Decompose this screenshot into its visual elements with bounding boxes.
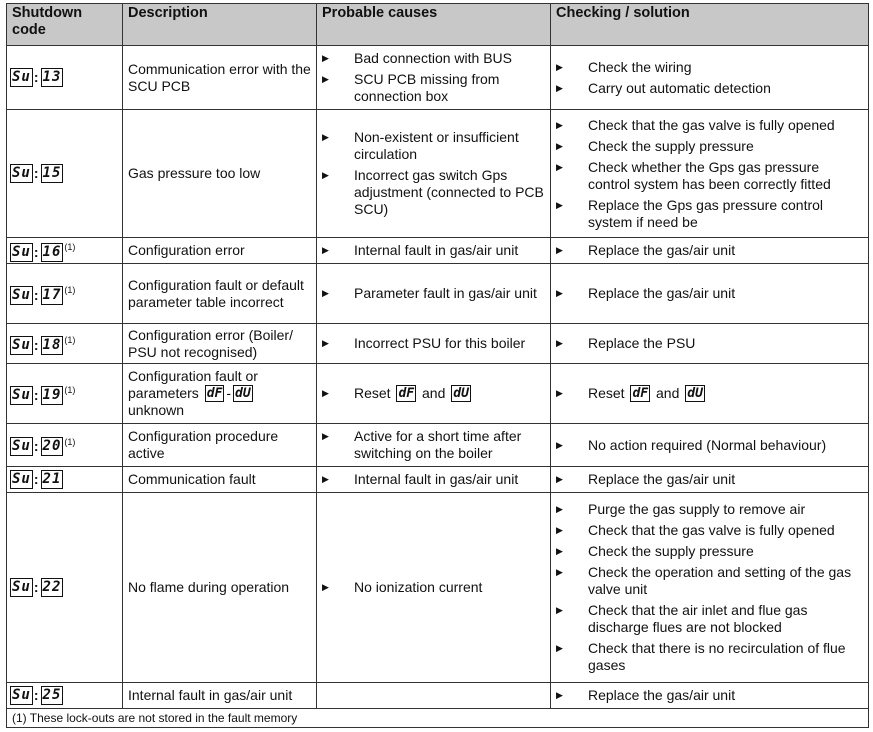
- code-prefix-display: Su: [12, 165, 31, 181]
- list-item: ▶ Internal fault in gas/air unit: [322, 242, 545, 259]
- description-text: Configuration error: [128, 242, 245, 258]
- code-digits-display: 18: [42, 336, 62, 353]
- shutdown-code-cell: [7, 683, 123, 709]
- table-row: [7, 110, 869, 238]
- reset-text: and: [422, 384, 446, 401]
- shutdown-code-cell: [7, 493, 123, 683]
- description-text: Gas pressure too low: [128, 165, 261, 181]
- probable-causes-cell: [317, 110, 551, 238]
- bullet-list: [322, 242, 545, 259]
- list-item: ▶ Replace the PSU: [556, 335, 863, 352]
- parameter-code-display: dF: [632, 386, 649, 402]
- parameter-code-display: dF: [398, 386, 415, 402]
- list-item: ▶ Purge the gas supply to remove air: [556, 501, 863, 518]
- code-separator: :: [33, 579, 39, 595]
- code-separator: :: [33, 687, 39, 703]
- list-item: ▶ Check that the gas valve is fully opened: [556, 117, 863, 134]
- description-cell: [123, 424, 317, 467]
- probable-causes-cell: [317, 46, 551, 110]
- description-cell: [123, 467, 317, 493]
- bullet-list: [556, 117, 863, 231]
- list-item: ▶ Replace the gas/air unit: [556, 687, 863, 704]
- parameter-code-display: dF: [206, 386, 223, 402]
- header-description: Description: [123, 4, 317, 46]
- checking-solution-cell: [551, 424, 869, 467]
- list-item: ▶ Check that the gas valve is fully opened: [556, 522, 863, 539]
- bullet-list: [322, 428, 545, 462]
- code-prefix-display: Su: [12, 687, 31, 703]
- code-digits-display: 16: [42, 243, 62, 260]
- table-row: [7, 683, 869, 709]
- description-text: Communication fault: [128, 471, 256, 487]
- description-text: Internal fault in gas/air unit: [128, 687, 293, 703]
- footnote-marker: (1): [64, 385, 76, 396]
- footnote-marker: (1): [64, 335, 76, 346]
- code-separator: :: [33, 243, 39, 260]
- code-digits-display: 25: [42, 687, 62, 703]
- list-item: [556, 385, 863, 403]
- probable-causes-cell: [317, 364, 551, 424]
- code-prefix-display: Su: [12, 386, 31, 403]
- description-text: Communication error with the SCU PCB: [128, 60, 311, 94]
- description-text: Configuration fault or parameters: [128, 367, 258, 401]
- checking-solution-cell: [551, 364, 869, 424]
- code-separator: :: [33, 69, 39, 85]
- bullet-list: [556, 285, 863, 302]
- list-item: ▶ Incorrect PSU for this boiler: [322, 335, 545, 352]
- bullet-list: [322, 335, 545, 352]
- code-separator: :: [33, 438, 39, 455]
- footnote-marker: (1): [64, 285, 76, 296]
- code-prefix-display: Su: [12, 336, 31, 353]
- description-text: No flame during operation: [128, 579, 290, 595]
- list-item: ▶ Bad connection with BUS: [322, 50, 545, 67]
- code-digits-display: 20: [42, 438, 62, 455]
- code-prefix-display: Su: [12, 438, 31, 455]
- probable-causes-cell: [317, 493, 551, 683]
- list-item: ▶ Check that there is no recirculation of flue gases: [556, 640, 863, 674]
- header-checking-solution: Checking / solution: [551, 4, 869, 46]
- list-item: ▶ Non-existent or insufficient circulation: [322, 129, 545, 163]
- bullet-list: [556, 437, 863, 454]
- code-separator: :: [33, 386, 39, 403]
- description-text: Configuration procedure active: [128, 428, 279, 461]
- shutdown-code-cell: [7, 424, 123, 467]
- table-row: [7, 264, 869, 324]
- list-item: ▶ Check whether the Gps gas pressure control system has been correctly fitted: [556, 159, 863, 193]
- bullet-list: [556, 59, 863, 97]
- list-item: ▶ Check the operation and setting of the gas valve unit: [556, 564, 863, 598]
- checking-solution-cell: [551, 324, 869, 364]
- description-cell: [123, 683, 317, 709]
- probable-causes-cell: [317, 264, 551, 324]
- reset-text: Reset: [354, 384, 391, 401]
- list-item: ▶ Carry out automatic detection: [556, 80, 863, 97]
- probable-causes-cell: [317, 238, 551, 264]
- code-digits-display: 19: [42, 386, 62, 403]
- code-digits-display: 13: [42, 69, 62, 85]
- bullet-list: [556, 242, 863, 259]
- footnote-marker: (1): [64, 436, 76, 447]
- table-header-row: [7, 4, 869, 46]
- reset-text: Reset: [588, 384, 625, 401]
- table-row: [7, 467, 869, 493]
- table-row: [7, 238, 869, 264]
- list-item: ▶ Replace the gas/air unit: [556, 242, 863, 259]
- checking-solution-cell: [551, 264, 869, 324]
- checking-solution-cell: [551, 683, 869, 709]
- table-row: [7, 324, 869, 364]
- dash-separator: -: [226, 384, 232, 401]
- probable-causes-cell: [317, 324, 551, 364]
- code-prefix-display: Su: [12, 286, 31, 303]
- parameter-code-display: dU: [235, 386, 251, 402]
- table-row: [7, 493, 869, 683]
- table-row: [7, 46, 869, 110]
- code-digits-display: 15: [42, 165, 62, 181]
- shutdown-codes-table: [6, 3, 869, 728]
- checking-solution-cell: [551, 46, 869, 110]
- bullet-list: [556, 501, 863, 674]
- code-separator: :: [33, 165, 39, 181]
- description-text: unknown: [128, 402, 185, 419]
- shutdown-code-cell: [7, 467, 123, 493]
- list-item: ▶ Internal fault in gas/air unit: [322, 471, 545, 488]
- list-item: ▶ Parameter fault in gas/air unit: [322, 285, 545, 302]
- shutdown-code-cell: [7, 46, 123, 110]
- table-row: [7, 364, 869, 424]
- code-digits-display: 21: [42, 471, 62, 487]
- probable-causes-cell: [317, 424, 551, 467]
- code-prefix-display: Su: [12, 69, 31, 85]
- list-item: ▶ No ionization current: [322, 579, 545, 596]
- footnote: (1) These lock-outs are not stored in the fault memory: [7, 709, 869, 728]
- code-digits-display: 17: [42, 286, 62, 303]
- table-row: [7, 424, 869, 467]
- description-text: Configuration fault or default parameter table incorrect: [128, 276, 304, 310]
- footnote-marker: (1): [64, 242, 76, 253]
- list-item: ▶ Replace the gas/air unit: [556, 471, 863, 488]
- description-cell: [123, 324, 317, 364]
- bullet-list: [322, 579, 545, 596]
- shutdown-code-cell: [7, 264, 123, 324]
- code-separator: :: [33, 286, 39, 303]
- code-separator: :: [33, 471, 39, 487]
- description-cell: [123, 110, 317, 238]
- checking-solution-cell: [551, 493, 869, 683]
- list-item: ▶ Check that the air inlet and flue gas discharge flues are not blocked: [556, 602, 863, 636]
- description-cell: [123, 238, 317, 264]
- bullet-list: [556, 385, 863, 403]
- shutdown-code-cell: [7, 110, 123, 238]
- code-prefix-display: Su: [12, 471, 31, 487]
- table-body: [7, 46, 869, 709]
- probable-causes-cell: [317, 683, 551, 709]
- reset-text: and: [656, 384, 680, 401]
- description-cell: [123, 46, 317, 110]
- footnote-row: [7, 709, 869, 728]
- description-text: Configuration error (Boiler/ PSU not recognised): [128, 326, 293, 360]
- bullet-list: [322, 385, 545, 403]
- header-shutdown-code: Shutdown code: [7, 4, 123, 46]
- checking-solution-cell: [551, 110, 869, 238]
- list-item: ▶ SCU PCB missing from connection box: [322, 71, 545, 105]
- bullet-list: [556, 687, 863, 704]
- code-prefix-display: Su: [12, 243, 31, 260]
- parameter-code-display: dU: [453, 386, 469, 402]
- list-item: ▶ No action required (Normal behaviour): [556, 437, 863, 454]
- list-item: ▶ Incorrect gas switch Gps adjustment (connected to PCB SCU): [322, 167, 545, 218]
- bullet-list: [322, 471, 545, 488]
- description-cell: [123, 364, 317, 424]
- header-probable-causes: Probable causes: [317, 4, 551, 46]
- bullet-list: [556, 335, 863, 352]
- code-prefix-display: Su: [12, 579, 31, 595]
- list-item: ▶ Replace the Gps gas pressure control system if need be: [556, 197, 863, 231]
- code-digits-display: 22: [42, 579, 62, 595]
- bullet-list: [322, 50, 545, 105]
- description-cell: [123, 264, 317, 324]
- list-item: [322, 385, 545, 403]
- bullet-list: [322, 285, 545, 302]
- description-cell: [123, 493, 317, 683]
- list-item: ▶ Active for a short time after switching on the boiler: [322, 428, 545, 462]
- list-item: ▶ Check the wiring: [556, 59, 863, 76]
- code-separator: :: [33, 336, 39, 353]
- shutdown-code-cell: [7, 238, 123, 264]
- parameter-code-display: dU: [687, 386, 703, 402]
- list-item: ▶ Replace the gas/air unit: [556, 285, 863, 302]
- bullet-list: [322, 129, 545, 218]
- list-item: ▶ Check the supply pressure: [556, 138, 863, 155]
- bullet-list: [556, 471, 863, 488]
- shutdown-code-cell: [7, 324, 123, 364]
- checking-solution-cell: [551, 467, 869, 493]
- shutdown-code-cell: [7, 364, 123, 424]
- checking-solution-cell: [551, 238, 869, 264]
- list-item: ▶ Check the supply pressure: [556, 543, 863, 560]
- probable-causes-cell: [317, 467, 551, 493]
